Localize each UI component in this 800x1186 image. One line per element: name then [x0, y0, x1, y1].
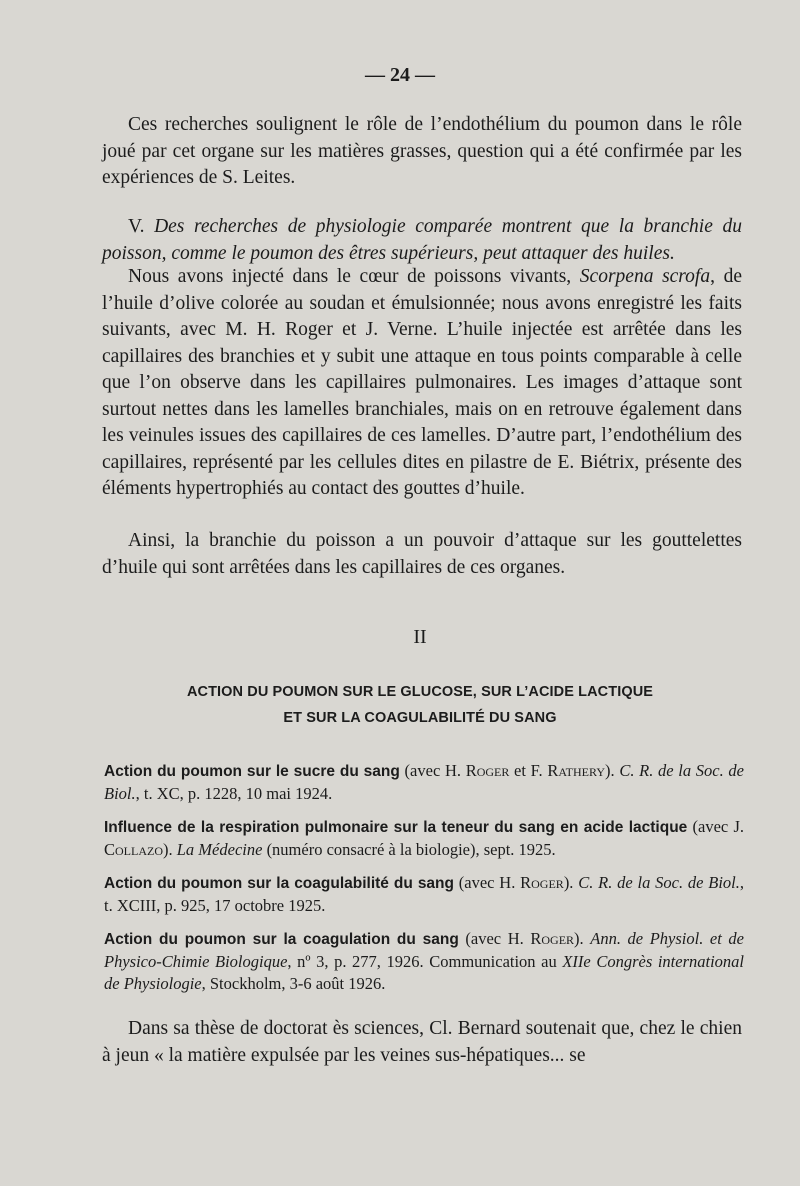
species-name: Scorpena scrofa — [579, 266, 711, 287]
reference-2-title: Influence de la respiration pulmonaire sur la teneur du sang en acide lactique — [104, 819, 688, 836]
reference-1-text-c: ). — [605, 761, 620, 780]
reference-2-text-c: ). — [163, 840, 177, 859]
reference-3-text-c: ). — [563, 873, 579, 892]
paragraph-3-start: Nous avons injecté dans le cœur de poissons vivants, — [128, 266, 572, 287]
page-number: — 24 — — [365, 64, 435, 86]
reference-1 — [104, 760, 744, 805]
section-heading-line-1: ACTION DU POUMON SUR LE GLUCOSE, SUR L’ACIDE LACTIQUE — [186, 684, 654, 700]
section-heading-line-2: ET SUR LA COAGULABILITÉ DU SANG — [283, 710, 557, 726]
reference-2-details: (numéro consacré à la biologie), sept. 1925. — [262, 840, 556, 859]
reference-2 — [104, 816, 744, 861]
reference-2-source: La Médecine — [176, 840, 263, 859]
reference-4-place-date: , Stockholm, 3-6 août 1926. — [201, 974, 386, 993]
paragraph-2-number: V. — [128, 216, 145, 237]
reference-3-source: C. R. de la Soc. de Biol. — [578, 873, 740, 892]
paragraph-3-rest: , de l’huile d’olive colorée au soudan et émulsionnée; nous avons enregistré les faits suivants, avec M. H. Roger et J. Verne. L’huile injectée est arrêtée dans les capillaires des branchies et y subit une attaque en tous points comparable à celle que l’on observe dans les capillaires pulmonaires. Les images d’attaque sont surtout nettes dans les lamelles branchiales, mais on en retrouve également dans les veinules issues des capillaires de ces lamelles. D’autre part, l’endothélium des capillaires, représenté par les cellules dites en pilastre de E. Biétrix, présente des éléments hypertrophiés au contact des gouttes d’huile. — [102, 266, 742, 499]
paragraph-4: Ainsi, la branchie du poisson a un pouvoir d’attaque sur les gouttelettes d’huile qui sont arrêtées dans les capillaires de ces organes. — [102, 530, 742, 578]
reference-2-author-1: Collazo — [104, 840, 163, 859]
reference-1-details: , t. XC, p. 1228, 10 mai 1924. — [135, 784, 333, 803]
reference-4-text-a: (avec H. — [458, 929, 531, 948]
paragraph-5: Dans sa thèse de doctorat ès sciences, Cl. Bernard soutenait que, chez le chien à jeun « la matière expulsée par les veines sus-hépatiques... se — [102, 1018, 742, 1066]
reference-3 — [104, 872, 744, 917]
paragraph-2 — [102, 214, 742, 267]
reference-3-text-a: (avec H. — [454, 873, 521, 892]
reference-1-author-1: Roger — [465, 761, 510, 780]
reference-1-text-b: et F. — [509, 761, 548, 780]
reference-4-author-1: Roger — [530, 929, 575, 948]
reference-3-title: Action du poumon sur la coagulabilité du sang — [104, 875, 454, 892]
reference-1-title: Action du poumon sur le sucre du sang — [104, 763, 400, 780]
section-number: II — [413, 626, 427, 648]
reference-3-details: , t. XCIII, p. 925, 17 octobre 1925. — [104, 873, 744, 915]
reference-4-source: Ann. de Physiol. et de Physico-Chimie Biologique — [104, 929, 744, 971]
reference-3-author-1: Roger — [520, 873, 564, 892]
reference-4-congress: XIIe Congrès international de Physiologie — [104, 952, 745, 993]
reference-1-author-2: Rathery — [547, 761, 605, 780]
reference-4-details: , nº 3, p. 277, 1926. Communication au — [287, 952, 563, 971]
paragraph-1: Ces recherches soulignent le rôle de l’endothélium du poumon dans le rôle joué par cet organe sur les matières grasses, question qui a été confirmée par les expériences de S. Leites. — [102, 114, 742, 188]
reference-4-title: Action du poumon sur la coagulation du sang — [104, 931, 459, 948]
reference-1-text-a: (avec H. — [399, 761, 466, 780]
reference-2-text-a: (avec J. — [687, 817, 745, 836]
paragraph-2-statement: Des recherches de physiologie comparée montrent que la branchie du poisson, comme le poumon des êtres supérieurs, peut attaquer des huiles. — [102, 216, 742, 264]
paragraph-3 — [102, 264, 742, 503]
reference-4 — [104, 928, 744, 995]
reference-4-text-c: ). — [574, 929, 591, 948]
reference-1-source: C. R. de la Soc. de Biol. — [104, 761, 745, 803]
